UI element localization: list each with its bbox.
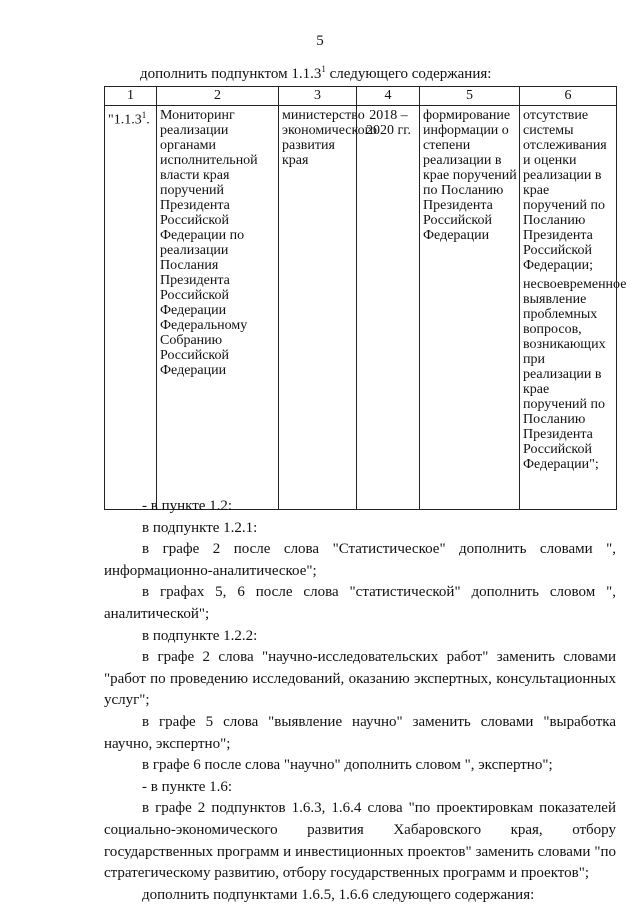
paragraph: в подпункте 1.2.2: — [142, 627, 258, 644]
measure-text: Мониторинг реализации органами исполнительной власти края поручений Президента Российской Федерации по реализации Послания Президента Российской Федерации Федеральному Собранию Российской Федерации — [160, 108, 258, 378]
table-header-row — [105, 87, 617, 106]
paragraph: в графе 2 после слова "Статистическое" дополнить словами ", информационно-аналитическое"; — [104, 541, 616, 579]
risk-text-1: отсутствие системы отслеживания и оценки реализации в крае поручений по Посланию Президента Российской Федерации; — [523, 108, 607, 273]
row-number-cell — [105, 106, 157, 510]
table-header-cell: 5 — [420, 87, 520, 106]
executor-text: министерство экономического развития края — [282, 108, 377, 168]
table-header-cell: 3 — [279, 87, 357, 106]
executor-cell — [279, 106, 377, 510]
paragraph: в подпункте 1.2.1: — [142, 519, 258, 536]
paragraph: в графе 5 слова "выявление научно" заменить словами "выработка научно, экспертно"; — [104, 713, 616, 752]
intro-superscript: 1 — [321, 64, 326, 74]
amendment-table — [104, 86, 627, 510]
intro-line — [140, 64, 491, 83]
risk-text-2: несвоевременное выявление проблемных вопросов, возникающих при реализации в крае поручений по Посланию Президента Российской Федерации"; — [523, 277, 627, 472]
paragraph: дополнить подпунктами 1.6.5, 1.6.6 следующего содержания: — [142, 886, 535, 903]
period-text: 2018 – 2020 гг. — [366, 108, 411, 138]
paragraph: в графе 6 после слова "научно" дополнить словом ", экспертно"; — [142, 757, 553, 774]
paragraph: в графах 5, 6 после слова "статистической" дополнить словом ", аналитической"; — [104, 584, 616, 622]
row-number: "1.1.3 — [108, 112, 142, 128]
paragraph: в графе 2 подпунктов 1.6.3, 1.6.4 слова "по проектировкам показателей социально-экономического развития Хабаровского края, отбору государственных программ и инвестиционных проектов" заменить словами "по стратегическому развитию, отбору государственных программ и проектов"; — [104, 800, 616, 882]
table-header-cell: 4 — [357, 87, 420, 106]
result-cell — [420, 106, 520, 510]
result-text: формирование информации о степени реализации в крае поручений по Посланию Президента Российской Федерации — [423, 108, 517, 243]
table-header-cell: 6 — [520, 87, 617, 106]
intro-text-after: следующего содержания: — [325, 66, 492, 82]
intro-text: дополнить подпунктом 1.1.3 — [140, 66, 322, 82]
risk-cell — [520, 106, 627, 510]
measure-cell — [157, 106, 279, 510]
row-number-dot: . — [146, 112, 150, 128]
row-number-superscript: 1 — [141, 110, 147, 120]
paragraph: - в пункте 1.6: — [142, 778, 233, 795]
period-cell — [357, 106, 420, 510]
table-row — [105, 106, 617, 510]
table-header-cell: 2 — [157, 87, 279, 106]
paragraph: в графе 2 слова "научно-исследовательских работ" заменить словами "работ по проведению исследований, оказанию экспертных, консультационных услуг"; — [104, 649, 616, 709]
page-number: 5 — [316, 33, 324, 49]
document-body — [104, 496, 616, 906]
table-header-cell: 1 — [105, 87, 157, 106]
paragraph: - в пункте 1.2: — [142, 498, 233, 514]
